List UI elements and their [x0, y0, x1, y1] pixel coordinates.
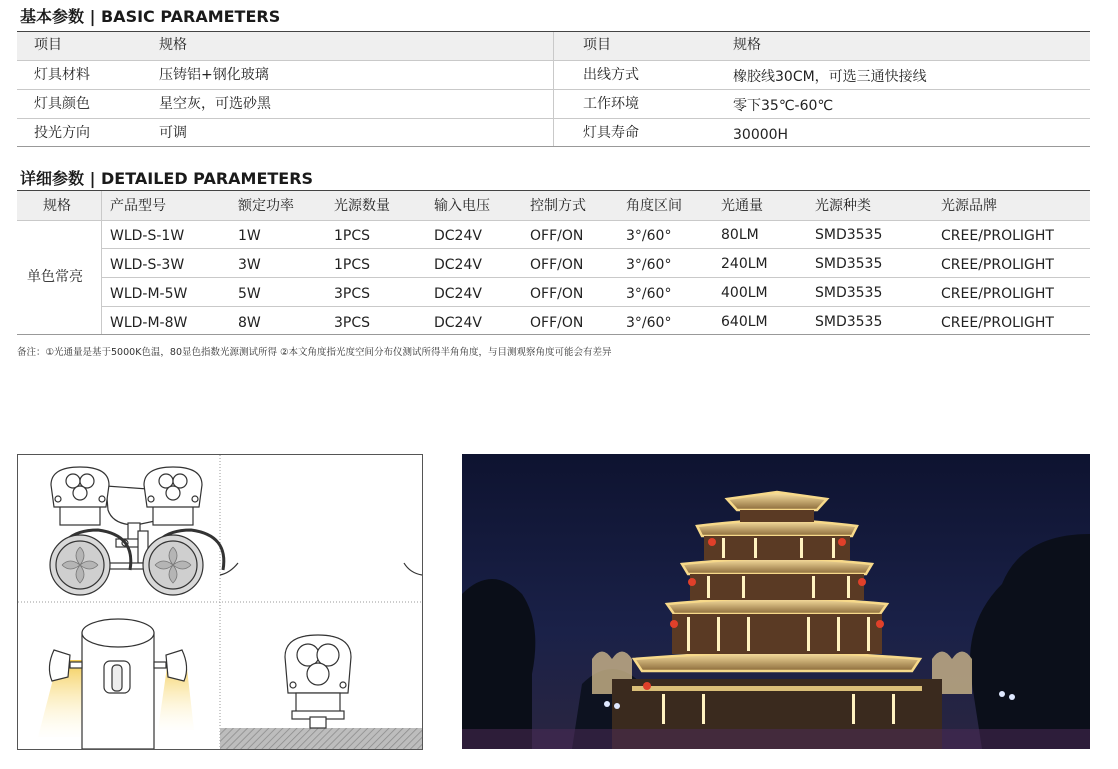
detailed-section-title: 详细参数 | DETAILED PARAMETERS [20, 169, 314, 188]
detailed-row-3-led-type: SMD3535 [815, 285, 883, 301]
spotlight-front-view-drawing-left [50, 467, 131, 595]
base-light-strip [632, 686, 922, 691]
detailed-row-3-voltage: DC24V [434, 286, 482, 302]
detailed-header-brand: 光源品牌 [941, 198, 997, 214]
detailed-row-2-model: WLD-S-3W [110, 257, 185, 273]
roof-tier-4 [697, 520, 857, 536]
detailed-row-4-voltage: DC24V [434, 315, 482, 331]
detailed-row-4-angle: 3°/60° [626, 315, 672, 331]
detailed-header-control: 控制方式 [530, 198, 586, 214]
detailed-row-2-led-type: SMD3535 [815, 256, 883, 272]
detailed-row-2-power: 3W [238, 257, 261, 273]
detailed-row-3-control: OFF/ON [530, 286, 584, 302]
roof-tier-1 [634, 652, 920, 671]
detailed-row-line [101, 277, 1090, 278]
detailed-row-4-lumen: 640LM [721, 314, 768, 330]
roof-tier-3 [682, 558, 872, 574]
detailed-row-3-angle: 3°/60° [626, 286, 672, 302]
detailed-row-4-model: WLD-M-8W [110, 315, 188, 331]
tower-night-photo [462, 454, 1090, 749]
basic-row-line [17, 60, 1090, 61]
detailed-header-voltage: 输入电压 [434, 198, 490, 214]
detailed-top-rule [17, 190, 1090, 191]
detailed-row-4-control: OFF/ON [530, 315, 584, 331]
ground-installation-drawing [220, 635, 422, 749]
detailed-row-1-lumen: 80LM [721, 227, 759, 243]
basic-bottom-rule [17, 146, 1090, 147]
detailed-row-1-brand: CREE/PROLIGHT [941, 228, 1054, 244]
detailed-row-3-brand: CREE/PROLIGHT [941, 286, 1054, 302]
basic-header-spec-left: 规格 [159, 37, 187, 53]
detailed-header-angle: 角度区间 [626, 198, 682, 214]
basic-section-title: 基本参数 | BASIC PARAMETERS [20, 7, 281, 26]
product-drawings-svg [18, 455, 422, 749]
product-drawings-panel [17, 454, 423, 750]
detailed-header-led-count: 光源数量 [334, 198, 390, 214]
detailed-row-4-led-count: 3PCS [334, 315, 371, 331]
spotlight-front-view-drawing-right [143, 467, 224, 595]
detailed-row-1-model: WLD-S-1W [110, 228, 185, 244]
detailed-header-led-type: 光源种类 [815, 198, 871, 214]
detailed-row-2-lumen: 240LM [721, 256, 768, 272]
mounting-pipe-outline [220, 563, 422, 575]
detailed-header-lumen: 光通量 [721, 198, 763, 214]
detailed-row-1-angle: 3°/60° [626, 228, 672, 244]
detailed-group-label: 单色常亮 [27, 269, 83, 285]
detailed-row-3-model: WLD-M-5W [110, 286, 188, 302]
detailed-row-line [101, 306, 1090, 307]
detailed-group-divider [101, 191, 102, 334]
tree-left [462, 579, 535, 749]
detailed-header-spec: 规格 [43, 198, 71, 214]
footnote: 备注：①光通量是基于5000K色温，80显色指数光源测试所得 ②本文角度指光度空间分布仪测试所得半角角度，与目测观察角度可能会有差异 [17, 347, 612, 358]
basic-row-2-item-left: 灯具颜色 [34, 96, 90, 112]
detailed-row-3-power: 5W [238, 286, 261, 302]
basic-row-1-spec-right: 橡胶线30CM，可选三通快接线 [733, 69, 927, 85]
basic-header-spec-right: 规格 [733, 37, 761, 53]
detailed-header-power: 额定功率 [238, 198, 294, 214]
detailed-row-4-power: 8W [238, 315, 261, 331]
detailed-bottom-rule [17, 334, 1090, 335]
detailed-row-1-led-count: 1PCS [334, 228, 371, 244]
tower-night-photo-svg [462, 454, 1090, 749]
detailed-row-4-brand: CREE/PROLIGHT [941, 315, 1054, 331]
detailed-row-1-control: OFF/ON [530, 228, 584, 244]
basic-row-2-spec-left: 星空灰，可选砂黑 [159, 96, 271, 112]
ground-glow [462, 729, 1090, 749]
detailed-row-3-lumen: 400LM [721, 285, 768, 301]
detailed-row-2-voltage: DC24V [434, 257, 482, 273]
detailed-row-2-led-count: 1PCS [334, 257, 371, 273]
basic-row-1-item-left: 灯具材料 [34, 67, 90, 83]
basic-row-1-item-right: 出线方式 [583, 67, 639, 83]
detailed-row-1-voltage: DC24V [434, 228, 482, 244]
basic-row-3-spec-right: 30000H [733, 127, 789, 143]
basic-row-3-item-right: 灯具寿命 [583, 125, 639, 141]
detailed-row-4-led-type: SMD3535 [815, 314, 883, 330]
pole-installation-drawing [38, 619, 194, 749]
roof-tier-2 [667, 598, 887, 614]
detailed-header-model: 产品型号 [110, 198, 166, 214]
detailed-header-line [17, 220, 1090, 221]
basic-row-line [17, 118, 1090, 119]
detailed-row-3-led-count: 3PCS [334, 286, 371, 302]
basic-row-2-item-right: 工作环境 [583, 96, 639, 112]
detailed-row-line [101, 248, 1090, 249]
detailed-row-1-led-type: SMD3535 [815, 227, 883, 243]
basic-row-1-spec-left: 压铸铝+钢化玻璃 [159, 67, 269, 83]
basic-header-item-right: 项目 [583, 37, 611, 53]
basic-row-3-item-left: 投光方向 [34, 125, 90, 141]
detailed-row-2-brand: CREE/PROLIGHT [941, 257, 1054, 273]
detailed-row-2-control: OFF/ON [530, 257, 584, 273]
basic-row-3-spec-left: 可调 [159, 125, 187, 141]
detailed-row-1-power: 1W [238, 228, 261, 244]
basic-header-item-left: 项目 [34, 37, 62, 53]
basic-row-2-spec-right: 零下35℃-60℃ [733, 98, 834, 114]
basic-row-line [17, 89, 1090, 90]
detailed-row-2-angle: 3°/60° [626, 257, 672, 273]
